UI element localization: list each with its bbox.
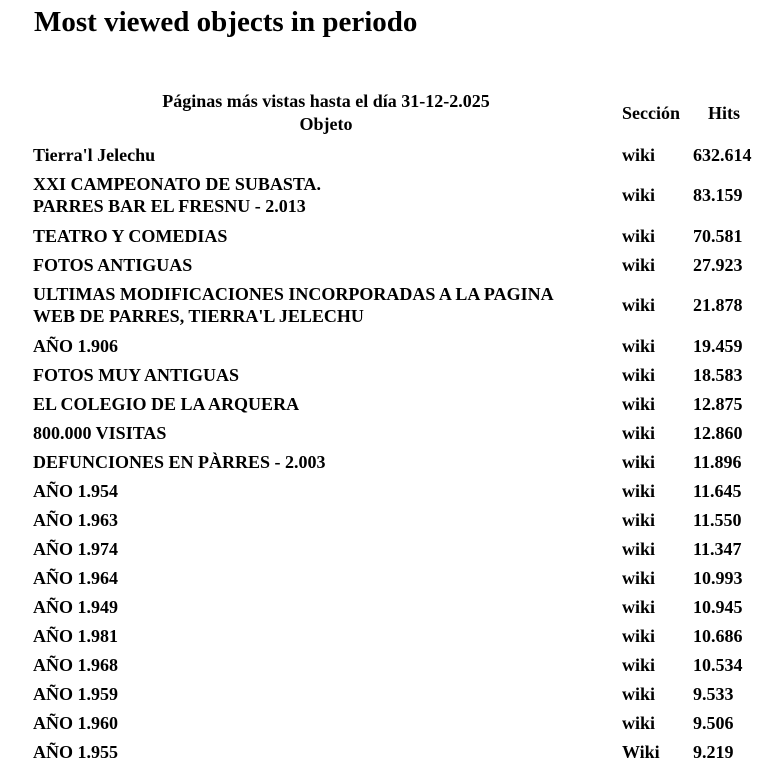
table-row <box>0 418 768 447</box>
section-cell: wiki <box>622 712 656 733</box>
table-row <box>0 140 768 169</box>
table-row <box>0 650 768 679</box>
section-cell: wiki <box>622 185 656 205</box>
object-link[interactable]: AÑO 1.954 <box>33 480 118 501</box>
section-cell: wiki <box>622 567 656 588</box>
table-row <box>0 708 768 737</box>
object-link[interactable]: TEATRO Y COMEDIAS <box>33 225 228 246</box>
object-link[interactable]: AÑO 1.981 <box>33 625 118 646</box>
section-cell: wiki <box>622 654 656 675</box>
hits-cell: 10.945 <box>693 596 743 617</box>
hits-cell: 11.896 <box>693 451 742 472</box>
object-link[interactable]: AÑO 1.974 <box>33 538 118 559</box>
hits-cell: 632.614 <box>693 144 752 165</box>
section-cell: wiki <box>622 254 656 275</box>
table-row <box>0 476 768 505</box>
hits-cell: 10.686 <box>693 625 743 646</box>
object-link[interactable]: FOTOS ANTIGUAS <box>33 254 193 275</box>
table-row <box>0 221 768 250</box>
hits-cell: 12.860 <box>693 422 743 443</box>
object-link[interactable]: AÑO 1.968 <box>33 654 118 675</box>
table-row <box>0 679 768 708</box>
hits-cell: 11.550 <box>693 509 742 530</box>
page-title: Most viewed objects in periodo <box>34 6 418 38</box>
table-row <box>0 534 768 563</box>
table-header <box>0 90 768 140</box>
section-cell: Wiki <box>622 741 660 762</box>
table-row <box>0 447 768 476</box>
table-row <box>0 389 768 418</box>
hits-cell: 9.219 <box>693 741 734 762</box>
column-header-object: Objeto <box>299 114 353 134</box>
hits-cell: 19.459 <box>693 335 743 356</box>
object-link[interactable]: EL COLEGIO DE LA ARQUERA <box>33 393 300 414</box>
section-cell: wiki <box>622 683 656 704</box>
table-row <box>0 505 768 534</box>
table-row <box>0 360 768 389</box>
object-link[interactable]: AÑO 1.963 <box>33 509 118 530</box>
section-cell: wiki <box>622 596 656 617</box>
hits-cell: 10.534 <box>693 654 743 675</box>
section-cell: wiki <box>622 144 656 165</box>
object-link[interactable]: FOTOS MUY ANTIGUAS <box>33 364 240 385</box>
section-cell: wiki <box>622 625 656 646</box>
section-cell: wiki <box>622 451 656 472</box>
object-link[interactable]: AÑO 1.960 <box>33 712 118 733</box>
object-link[interactable]: Tierra'l Jelechu <box>33 144 156 165</box>
column-header-section: Sección <box>622 103 680 123</box>
table-row <box>0 592 768 621</box>
object-link[interactable]: DEFUNCIONES EN PÀRRES - 2.003 <box>33 451 326 472</box>
table-row <box>0 169 768 221</box>
hits-cell: 70.581 <box>693 225 743 246</box>
section-cell: wiki <box>622 335 656 356</box>
object-link[interactable]: AÑO 1.959 <box>33 683 118 704</box>
section-cell: wiki <box>622 364 656 385</box>
hits-cell: 11.645 <box>693 480 742 501</box>
hits-cell: 12.875 <box>693 393 743 414</box>
table-body <box>0 140 768 766</box>
section-cell: wiki <box>622 480 656 501</box>
section-cell: wiki <box>622 509 656 530</box>
table-row <box>0 737 768 766</box>
section-cell: wiki <box>622 295 656 315</box>
table-row <box>0 621 768 650</box>
object-link[interactable]: ULTIMAS MODIFICACIONES INCORPORADAS A LA PAGINA WEB DE PARRES, TIERRA'L JELECHU <box>33 284 553 326</box>
section-cell: wiki <box>622 538 656 559</box>
object-link[interactable]: AÑO 1.964 <box>33 567 118 588</box>
hits-cell: 18.583 <box>693 364 743 385</box>
object-link[interactable]: 800.000 VISITAS <box>33 422 167 443</box>
object-link[interactable]: AÑO 1.906 <box>33 335 118 356</box>
hits-cell: 9.506 <box>693 712 734 733</box>
hits-cell: 9.533 <box>693 683 734 704</box>
table-row <box>0 563 768 592</box>
column-header-hits: Hits <box>708 103 741 123</box>
object-link[interactable]: AÑO 1.949 <box>33 596 118 617</box>
object-link[interactable]: XXI CAMPEONATO DE SUBASTA. PARRES BAR EL FRESNU - 2.013 <box>33 174 322 216</box>
section-cell: wiki <box>622 422 656 443</box>
table-row <box>0 250 768 279</box>
hits-cell: 83.159 <box>693 185 743 205</box>
table-subtitle: Páginas más vistas hasta el día 31-12-2.025 <box>162 91 490 111</box>
table-row <box>0 331 768 360</box>
section-cell: wiki <box>622 225 656 246</box>
object-link[interactable]: AÑO 1.955 <box>33 741 118 762</box>
section-cell: wiki <box>622 393 656 414</box>
table-row <box>0 279 768 331</box>
hits-cell: 27.923 <box>693 254 743 275</box>
hits-cell: 10.993 <box>693 567 743 588</box>
hits-cell: 21.878 <box>693 295 743 315</box>
hits-cell: 11.347 <box>693 538 742 559</box>
